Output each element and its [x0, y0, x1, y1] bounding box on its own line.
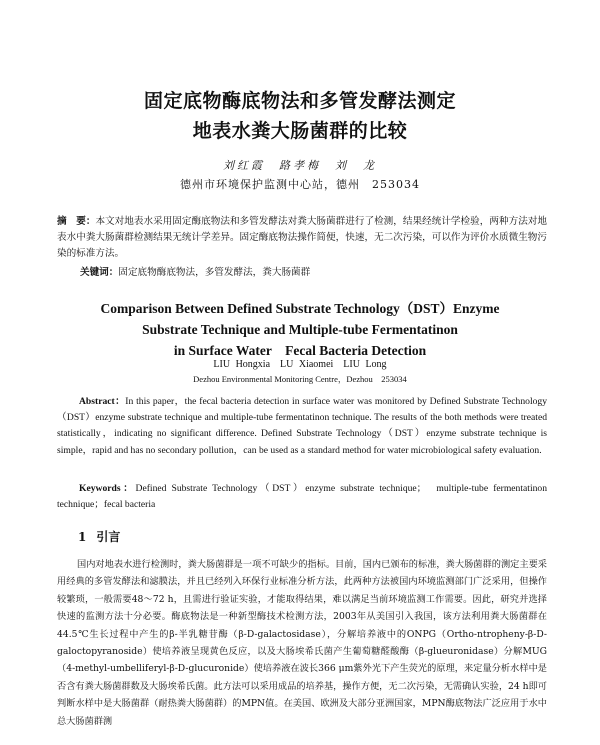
- english-keywords: [57, 481, 547, 513]
- english-authors: LIU Hongxia LU Xiaomei LIU Long: [213, 359, 387, 370]
- chinese-affiliation: 德州市环境保护监测中心站，德州 253034: [180, 178, 420, 191]
- english-title: [0, 298, 600, 361]
- body-paragraph: 国内对地表水进行检测时，粪大肠菌群是一项不可缺少的指标。目前，国内已颁布的标准，粪大肠菌群的测定主要采用经典的多管发酵法和滤膜法，并且已经列入环保行业标准分析方法，此两种方法被国内环境监测部门广泛采用，但操作较繁琐，一般需要48～72 h，且需进行验证实验，才能取得结果，难以满足当前环境监测工作需要。因此，研究并选择快速的监测方法十分必要。酶底物法是一种新型酶技术检测方法，2003年从美国引入我国，该方法利用粪大肠菌群在44.5℃生长过程中产生的β-半乳糖苷酶（β-D-galactosidase），分解培养液中的ONPG（Ortho-ntropheny-β-D-galoctopyranoside）使培养液呈现黄色反应，以及大肠埃希氏菌产生葡萄糖醛酸酶（β-glueuronidase）分解MUG（4-methyl-umbelliferyl-β-D-glucuronide）使培养液在波长366 μm紫外光下产生荧光的原理，来定量分析水样中是否含有粪大肠菌群数及大肠埃希氏菌。此方法可以采用成品的培养基，操作方便，无二次污染，无需确认实验，24 h即可判断水样中是大肠菌群（耐热粪大肠菌群）的MPN值。在美国、欧洲及大部分亚洲国家，MPN酶底物法广泛应用于水中总大肠菌群测: [57, 559, 547, 727]
- chinese-title: [0, 86, 600, 146]
- chinese-keywords: [80, 265, 540, 281]
- chinese-abstract-label: 摘 要：: [57, 216, 96, 227]
- english-abstract-label: Abstract：: [79, 396, 126, 407]
- english-title-line-1: Comparison Between Defined Substrate Technology（DST）Enzyme: [100, 301, 500, 316]
- english-title-line-3: in Surface Water Fecal Bacteria Detection: [173, 343, 427, 358]
- english-keywords-label: Keywords：: [79, 483, 136, 494]
- english-title-line-2: Substrate Technique and Multiple-tube Fermentatinon: [142, 322, 458, 337]
- chinese-abstract-text: 本文对地表水采用固定酶底物法和多管发酵法对粪大肠菌群进行了检测，结果经统计学检验，两种方法对地表水中粪大肠菌群检测结果无统计学差异。固定酶底物法操作简便，快速，无二次污染，可以作为评价水质微生物污染的标准方法。: [57, 216, 548, 259]
- chinese-title-line-2: 地表水粪大肠菌群的比较: [192, 120, 408, 142]
- section-title: 引言: [96, 530, 121, 544]
- chinese-title-line-1: 固定底物酶底物法和多管发酵法测定: [143, 90, 456, 112]
- english-affiliation: Dezhou Environmental Monitoring Centre，Dezhou 253034: [193, 374, 407, 384]
- chinese-abstract: [57, 214, 547, 262]
- english-keywords-text: Defined Substrate Technology（DST）enzyme substrate technique； multiple-tube fermentatinon technique；fecal bacteria: [57, 483, 548, 511]
- section-number: 1: [78, 530, 87, 544]
- section-heading: [78, 528, 130, 545]
- english-abstract-text: In this paper，the fecal bacteria detection in surface water was monitored by Defined Substrate Technology（DST）enzyme substrate technique and multiple-tube fermentatinon technique. The results of the both methods were treated statistically，indicating no significant difference. Defined Substrate Technology（DST）enzyme substrate technique is simple，rapid and has no secondary pollution，can be used as a standard method for water microbiological safety evaluation.: [57, 396, 547, 456]
- english-abstract: [57, 394, 547, 459]
- chinese-authors: 刘红霞 路孝梅 刘 龙: [223, 159, 377, 172]
- chinese-keywords-label: 关键词：: [80, 267, 119, 278]
- chinese-keywords-text: 固定底物酶底物法，多管发酵法，粪大肠菌群: [118, 267, 311, 278]
